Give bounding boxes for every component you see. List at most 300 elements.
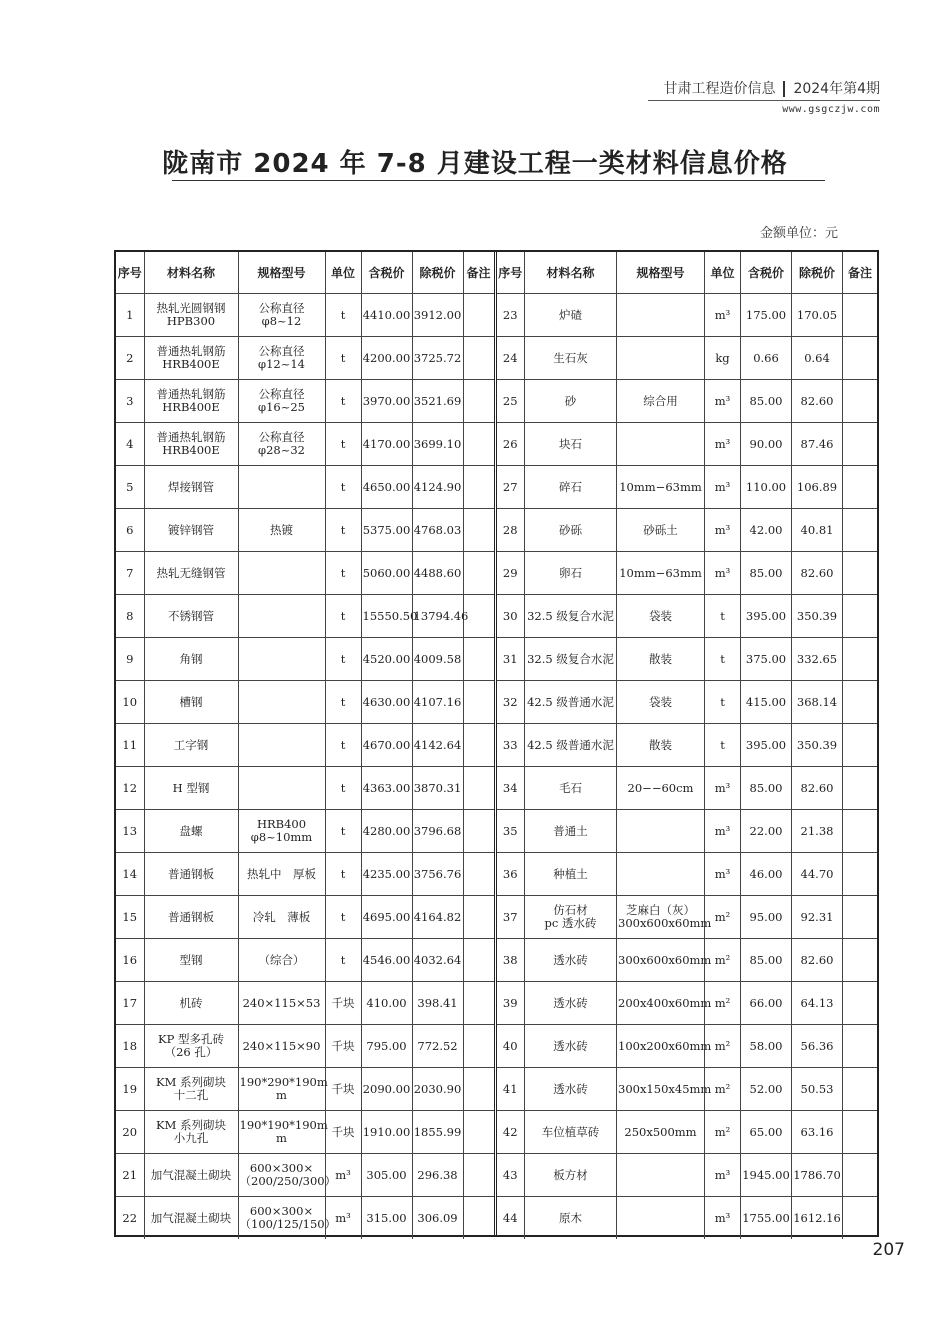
unit-cell: t xyxy=(325,853,361,896)
spec-model-cell: 热镀 xyxy=(238,509,325,552)
spec-model-cell xyxy=(617,853,705,896)
table-row xyxy=(116,337,494,380)
price-with-tax-cell: 4410.00 xyxy=(361,294,412,337)
row-number-cell: 17 xyxy=(116,982,144,1025)
price-with-tax-cell: 65.00 xyxy=(741,1111,792,1154)
note-cell xyxy=(843,1197,878,1240)
table-row xyxy=(116,1025,494,1068)
table-row xyxy=(497,1025,878,1068)
note-cell xyxy=(843,853,878,896)
material-name-cell: 热轧光圆钢钢 HPB300 xyxy=(144,294,238,337)
row-number-cell: 3 xyxy=(116,380,144,423)
material-name-cell: 42.5 级普通水泥 xyxy=(525,724,617,767)
col-header-no: 序号 xyxy=(116,252,144,294)
table-row xyxy=(497,982,878,1025)
row-number-cell: 11 xyxy=(116,724,144,767)
spec-model-cell: 300x600x60mm xyxy=(617,939,705,982)
note-cell xyxy=(463,896,494,939)
price-without-tax-cell: 350.39 xyxy=(792,724,843,767)
price-without-tax-cell: 1786.70 xyxy=(792,1154,843,1197)
material-name-cell: KM 系列砌块 十二孔 xyxy=(144,1068,238,1111)
table-row xyxy=(497,552,878,595)
material-name-cell: 角钢 xyxy=(144,638,238,681)
unit-cell: t xyxy=(325,509,361,552)
price-with-tax-cell: 15550.50 xyxy=(361,595,412,638)
material-name-cell: 生石灰 xyxy=(525,337,617,380)
spec-model-cell: 综合用 xyxy=(617,380,705,423)
row-number-cell: 13 xyxy=(116,810,144,853)
note-cell xyxy=(463,767,494,810)
page-number: 207 xyxy=(872,1240,905,1260)
table-row xyxy=(116,466,494,509)
row-number-cell: 9 xyxy=(116,638,144,681)
unit-cell: m² xyxy=(705,896,741,939)
price-without-tax-cell: 63.16 xyxy=(792,1111,843,1154)
header-rule xyxy=(648,100,880,101)
material-name-cell: 原木 xyxy=(525,1197,617,1240)
unit-cell: m² xyxy=(705,1025,741,1068)
table-body-right xyxy=(497,294,878,1240)
table-row xyxy=(116,982,494,1025)
material-name-cell: 镀锌钢管 xyxy=(144,509,238,552)
material-name-cell: 型钢 xyxy=(144,939,238,982)
table-row xyxy=(116,810,494,853)
spec-model-cell xyxy=(238,466,325,509)
issue-label: 2024年第4期 xyxy=(793,81,880,97)
material-name-cell: 普通钢板 xyxy=(144,853,238,896)
spec-model-cell: 砂砾土 xyxy=(617,509,705,552)
note-cell xyxy=(843,423,878,466)
row-number-cell: 2 xyxy=(116,337,144,380)
row-number-cell: 16 xyxy=(116,939,144,982)
price-with-tax-cell: 58.00 xyxy=(741,1025,792,1068)
table-row xyxy=(497,1068,878,1111)
material-name-cell: 炉碴 xyxy=(525,294,617,337)
note-cell xyxy=(843,896,878,939)
note-cell xyxy=(843,466,878,509)
price-with-tax-cell: 4650.00 xyxy=(361,466,412,509)
table-row xyxy=(497,896,878,939)
note-cell xyxy=(463,982,494,1025)
unit-cell: t xyxy=(325,638,361,681)
row-number-cell: 43 xyxy=(497,1154,525,1197)
spec-model-cell: 100x200x60mm xyxy=(617,1025,705,1068)
spec-model-cell: 袋装 xyxy=(617,595,705,638)
material-name-cell: 工字钢 xyxy=(144,724,238,767)
price-table-left xyxy=(116,252,497,1235)
note-cell xyxy=(843,939,878,982)
table-row xyxy=(116,1154,494,1197)
price-with-tax-cell: 85.00 xyxy=(741,939,792,982)
unit-cell: t xyxy=(325,552,361,595)
material-name-cell: 板方材 xyxy=(525,1154,617,1197)
price-with-tax-cell: 395.00 xyxy=(741,724,792,767)
spec-model-cell: 10mm−63mm xyxy=(617,466,705,509)
row-number-cell: 42 xyxy=(497,1111,525,1154)
price-table-right xyxy=(497,252,878,1235)
row-number-cell: 12 xyxy=(116,767,144,810)
spec-model-cell xyxy=(238,767,325,810)
unit-cell: t xyxy=(325,724,361,767)
row-number-cell: 32 xyxy=(497,681,525,724)
unit-cell: m³ xyxy=(325,1154,361,1197)
material-name-cell: 砂砾 xyxy=(525,509,617,552)
spec-model-cell xyxy=(617,294,705,337)
row-number-cell: 35 xyxy=(497,810,525,853)
price-without-tax-cell: 4488.60 xyxy=(412,552,463,595)
material-name-cell: 车位植草砖 xyxy=(525,1111,617,1154)
spec-model-cell: 240×115×90 xyxy=(238,1025,325,1068)
price-with-tax-cell: 1945.00 xyxy=(741,1154,792,1197)
price-with-tax-cell: 0.66 xyxy=(741,337,792,380)
row-number-cell: 22 xyxy=(116,1197,144,1240)
note-cell xyxy=(463,1068,494,1111)
table-row xyxy=(497,1111,878,1154)
price-without-tax-cell: 82.60 xyxy=(792,380,843,423)
note-cell xyxy=(843,982,878,1025)
spec-model-cell xyxy=(617,1154,705,1197)
spec-model-cell xyxy=(238,724,325,767)
spec-model-cell: 公称直径 φ8~12 xyxy=(238,294,325,337)
unit-cell: m³ xyxy=(705,552,741,595)
spec-model-cell xyxy=(617,1197,705,1240)
row-number-cell: 14 xyxy=(116,853,144,896)
price-without-tax-cell: 368.14 xyxy=(792,681,843,724)
row-number-cell: 6 xyxy=(116,509,144,552)
price-with-tax-cell: 175.00 xyxy=(741,294,792,337)
unit-cell: m² xyxy=(705,1111,741,1154)
price-without-tax-cell: 82.60 xyxy=(792,939,843,982)
material-name-cell: 焊接钢管 xyxy=(144,466,238,509)
price-with-tax-cell: 85.00 xyxy=(741,552,792,595)
col-header-note: 备注 xyxy=(463,252,494,294)
price-without-tax-cell: 772.52 xyxy=(412,1025,463,1068)
table-row xyxy=(497,380,878,423)
table-row xyxy=(497,724,878,767)
price-without-tax-cell: 3699.10 xyxy=(412,423,463,466)
note-cell xyxy=(463,1197,494,1240)
note-cell xyxy=(463,810,494,853)
price-without-tax-cell: 170.05 xyxy=(792,294,843,337)
material-name-cell: H 型钢 xyxy=(144,767,238,810)
price-without-tax-cell: 4107.16 xyxy=(412,681,463,724)
material-name-cell: 加气混凝土砌块 xyxy=(144,1154,238,1197)
material-name-cell: 加气混凝土砌块 xyxy=(144,1197,238,1240)
spec-model-cell: 20−−60cm xyxy=(617,767,705,810)
price-without-tax-cell: 332.65 xyxy=(792,638,843,681)
material-name-cell: 盘螺 xyxy=(144,810,238,853)
unit-cell: t xyxy=(325,466,361,509)
price-without-tax-cell: 398.41 xyxy=(412,982,463,1025)
price-with-tax-cell: 1910.00 xyxy=(361,1111,412,1154)
price-with-tax-cell: 4170.00 xyxy=(361,423,412,466)
row-number-cell: 31 xyxy=(497,638,525,681)
col-header-price-notax: 除税价 xyxy=(792,252,843,294)
price-without-tax-cell: 306.09 xyxy=(412,1197,463,1240)
note-cell xyxy=(843,1154,878,1197)
price-with-tax-cell: 4280.00 xyxy=(361,810,412,853)
unit-note: 金额单位：元 xyxy=(759,226,838,241)
note-cell xyxy=(463,939,494,982)
row-number-cell: 39 xyxy=(497,982,525,1025)
page-title: 陇南市 2024 年 7-8 月建设工程一类材料信息价格 xyxy=(162,149,788,179)
price-without-tax-cell: 350.39 xyxy=(792,595,843,638)
unit-cell: m³ xyxy=(705,380,741,423)
note-cell xyxy=(463,552,494,595)
table-row xyxy=(116,939,494,982)
col-header-spec: 规格型号 xyxy=(617,252,705,294)
table-row xyxy=(116,1111,494,1154)
price-with-tax-cell: 85.00 xyxy=(741,380,792,423)
row-number-cell: 36 xyxy=(497,853,525,896)
unit-cell: m³ xyxy=(705,423,741,466)
spec-model-cell: 散装 xyxy=(617,724,705,767)
table-row xyxy=(497,1197,878,1240)
material-name-cell: 普通热轧钢筋 HRB400E xyxy=(144,337,238,380)
table-row xyxy=(497,681,878,724)
spec-model-cell: 600×300× （100/125/150） xyxy=(238,1197,325,1240)
spec-model-cell: 300x150x45mm xyxy=(617,1068,705,1111)
price-with-tax-cell: 22.00 xyxy=(741,810,792,853)
table-row xyxy=(497,767,878,810)
unit-cell: t xyxy=(325,595,361,638)
table-row xyxy=(497,423,878,466)
material-name-cell: 砂 xyxy=(525,380,617,423)
unit-cell: m³ xyxy=(705,466,741,509)
price-with-tax-cell: 410.00 xyxy=(361,982,412,1025)
table-row xyxy=(497,1154,878,1197)
material-name-cell: 种植土 xyxy=(525,853,617,896)
table-row xyxy=(116,853,494,896)
price-without-tax-cell: 4768.03 xyxy=(412,509,463,552)
price-with-tax-cell: 1755.00 xyxy=(741,1197,792,1240)
spec-model-cell: 芝麻白（灰） 300x600x60mm xyxy=(617,896,705,939)
price-with-tax-cell: 46.00 xyxy=(741,853,792,896)
note-cell xyxy=(463,853,494,896)
unit-cell: t xyxy=(705,681,741,724)
col-header-price-tax: 含税价 xyxy=(741,252,792,294)
note-cell xyxy=(463,681,494,724)
unit-cell: 千块 xyxy=(325,982,361,1025)
price-without-tax-cell: 3521.69 xyxy=(412,380,463,423)
spec-model-cell: 散装 xyxy=(617,638,705,681)
row-number-cell: 44 xyxy=(497,1197,525,1240)
publication-name: 甘肃工程造价信息 xyxy=(663,81,785,97)
price-without-tax-cell: 3796.68 xyxy=(412,810,463,853)
unit-cell: m² xyxy=(705,939,741,982)
material-name-cell: 普通土 xyxy=(525,810,617,853)
price-without-tax-cell: 64.13 xyxy=(792,982,843,1025)
table-row xyxy=(497,939,878,982)
price-without-tax-cell: 40.81 xyxy=(792,509,843,552)
price-without-tax-cell: 50.53 xyxy=(792,1068,843,1111)
price-with-tax-cell: 66.00 xyxy=(741,982,792,1025)
table-row xyxy=(497,337,878,380)
price-without-tax-cell: 4009.58 xyxy=(412,638,463,681)
row-number-cell: 15 xyxy=(116,896,144,939)
col-header-unit: 单位 xyxy=(705,252,741,294)
price-with-tax-cell: 315.00 xyxy=(361,1197,412,1240)
material-name-cell: 透水砖 xyxy=(525,939,617,982)
unit-cell: m³ xyxy=(705,853,741,896)
note-cell xyxy=(843,681,878,724)
table-body-left xyxy=(116,294,494,1240)
price-with-tax-cell: 795.00 xyxy=(361,1025,412,1068)
unit-cell: t xyxy=(325,939,361,982)
unit-cell: t xyxy=(325,767,361,810)
price-with-tax-cell: 395.00 xyxy=(741,595,792,638)
spec-model-cell: 公称直径 φ28~32 xyxy=(238,423,325,466)
price-with-tax-cell: 110.00 xyxy=(741,466,792,509)
note-cell xyxy=(463,724,494,767)
note-cell xyxy=(463,1154,494,1197)
col-header-spec: 规格型号 xyxy=(238,252,325,294)
col-header-unit: 单位 xyxy=(325,252,361,294)
spec-model-cell xyxy=(238,681,325,724)
price-with-tax-cell: 4630.00 xyxy=(361,681,412,724)
note-cell xyxy=(843,1111,878,1154)
material-name-cell: 普通热轧钢筋 HRB400E xyxy=(144,380,238,423)
row-number-cell: 10 xyxy=(116,681,144,724)
spec-model-cell: （综合） xyxy=(238,939,325,982)
spec-model-cell xyxy=(238,638,325,681)
unit-cell: t xyxy=(705,724,741,767)
price-with-tax-cell: 52.00 xyxy=(741,1068,792,1111)
table-row xyxy=(116,1068,494,1111)
unit-cell: m² xyxy=(705,1068,741,1111)
col-header-name: 材料名称 xyxy=(525,252,617,294)
spec-model-cell: 190*190*190m m xyxy=(238,1111,325,1154)
note-cell xyxy=(843,380,878,423)
material-name-cell: 卵石 xyxy=(525,552,617,595)
spec-model-cell xyxy=(617,423,705,466)
price-without-tax-cell: 106.89 xyxy=(792,466,843,509)
spec-model-cell: 10mm−63mm xyxy=(617,552,705,595)
table-row xyxy=(116,638,494,681)
price-without-tax-cell: 3756.76 xyxy=(412,853,463,896)
price-with-tax-cell: 4520.00 xyxy=(361,638,412,681)
note-cell xyxy=(843,337,878,380)
table-row xyxy=(497,509,878,552)
price-without-tax-cell: 4164.82 xyxy=(412,896,463,939)
unit-cell: t xyxy=(325,423,361,466)
unit-cell: 千块 xyxy=(325,1025,361,1068)
unit-cell: m³ xyxy=(705,1154,741,1197)
unit-cell: t xyxy=(705,595,741,638)
price-without-tax-cell: 1612.16 xyxy=(792,1197,843,1240)
note-cell xyxy=(463,337,494,380)
price-with-tax-cell: 90.00 xyxy=(741,423,792,466)
unit-cell: t xyxy=(325,294,361,337)
unit-cell: 千块 xyxy=(325,1068,361,1111)
note-cell xyxy=(843,638,878,681)
price-without-tax-cell: 87.46 xyxy=(792,423,843,466)
spec-model-cell: 250x500mm xyxy=(617,1111,705,1154)
col-header-price-notax: 除税价 xyxy=(412,252,463,294)
unit-cell: m³ xyxy=(325,1197,361,1240)
note-cell xyxy=(843,595,878,638)
spec-model-cell: 600×300× （200/250/300） xyxy=(238,1154,325,1197)
price-with-tax-cell: 85.00 xyxy=(741,767,792,810)
col-header-price-tax: 含税价 xyxy=(361,252,412,294)
row-number-cell: 29 xyxy=(497,552,525,595)
table-row xyxy=(116,423,494,466)
row-number-cell: 26 xyxy=(497,423,525,466)
unit-cell: t xyxy=(325,380,361,423)
unit-cell: m³ xyxy=(705,767,741,810)
material-name-cell: 毛石 xyxy=(525,767,617,810)
row-number-cell: 8 xyxy=(116,595,144,638)
price-without-tax-cell: 1855.99 xyxy=(412,1111,463,1154)
price-without-tax-cell: 3912.00 xyxy=(412,294,463,337)
note-cell xyxy=(463,423,494,466)
material-name-cell: 透水砖 xyxy=(525,982,617,1025)
price-without-tax-cell: 4124.90 xyxy=(412,466,463,509)
unit-cell: t xyxy=(325,810,361,853)
material-name-cell: 普通热轧钢筋 HRB400E xyxy=(144,423,238,466)
material-name-cell: 机砖 xyxy=(144,982,238,1025)
unit-cell: m³ xyxy=(705,294,741,337)
note-cell xyxy=(463,1111,494,1154)
table-row xyxy=(116,681,494,724)
note-cell xyxy=(843,724,878,767)
unit-cell: m² xyxy=(705,982,741,1025)
price-without-tax-cell: 0.64 xyxy=(792,337,843,380)
unit-cell: t xyxy=(325,896,361,939)
spec-model-cell: 240×115×53 xyxy=(238,982,325,1025)
unit-cell: kg xyxy=(705,337,741,380)
price-without-tax-cell: 296.38 xyxy=(412,1154,463,1197)
note-cell xyxy=(843,552,878,595)
spec-model-cell: 冷轧 薄板 xyxy=(238,896,325,939)
material-name-cell: 透水砖 xyxy=(525,1025,617,1068)
spec-model-cell: 热轧中 厚板 xyxy=(238,853,325,896)
price-without-tax-cell: 4142.64 xyxy=(412,724,463,767)
note-cell xyxy=(463,294,494,337)
price-with-tax-cell: 415.00 xyxy=(741,681,792,724)
price-with-tax-cell: 95.00 xyxy=(741,896,792,939)
row-number-cell: 21 xyxy=(116,1154,144,1197)
note-cell xyxy=(463,466,494,509)
price-without-tax-cell: 2030.90 xyxy=(412,1068,463,1111)
note-cell xyxy=(843,1025,878,1068)
material-name-cell: 32.5 级复合水泥 xyxy=(525,638,617,681)
unit-cell: t xyxy=(705,638,741,681)
row-number-cell: 7 xyxy=(116,552,144,595)
table-header-row xyxy=(497,252,878,294)
price-with-tax-cell: 5375.00 xyxy=(361,509,412,552)
table-row xyxy=(497,638,878,681)
row-number-cell: 40 xyxy=(497,1025,525,1068)
table-row xyxy=(497,595,878,638)
row-number-cell: 34 xyxy=(497,767,525,810)
table-row xyxy=(116,724,494,767)
material-name-cell: 仿石材 pc 透水砖 xyxy=(525,896,617,939)
table-row xyxy=(497,294,878,337)
price-without-tax-cell: 3870.31 xyxy=(412,767,463,810)
material-name-cell: 槽钢 xyxy=(144,681,238,724)
unit-cell: t xyxy=(325,337,361,380)
price-with-tax-cell: 4200.00 xyxy=(361,337,412,380)
material-name-cell: 不锈钢管 xyxy=(144,595,238,638)
price-without-tax-cell: 3725.72 xyxy=(412,337,463,380)
price-without-tax-cell: 13794.46 xyxy=(412,595,463,638)
table-row xyxy=(497,466,878,509)
material-name-cell: 透水砖 xyxy=(525,1068,617,1111)
price-with-tax-cell: 42.00 xyxy=(741,509,792,552)
row-number-cell: 4 xyxy=(116,423,144,466)
row-number-cell: 24 xyxy=(497,337,525,380)
